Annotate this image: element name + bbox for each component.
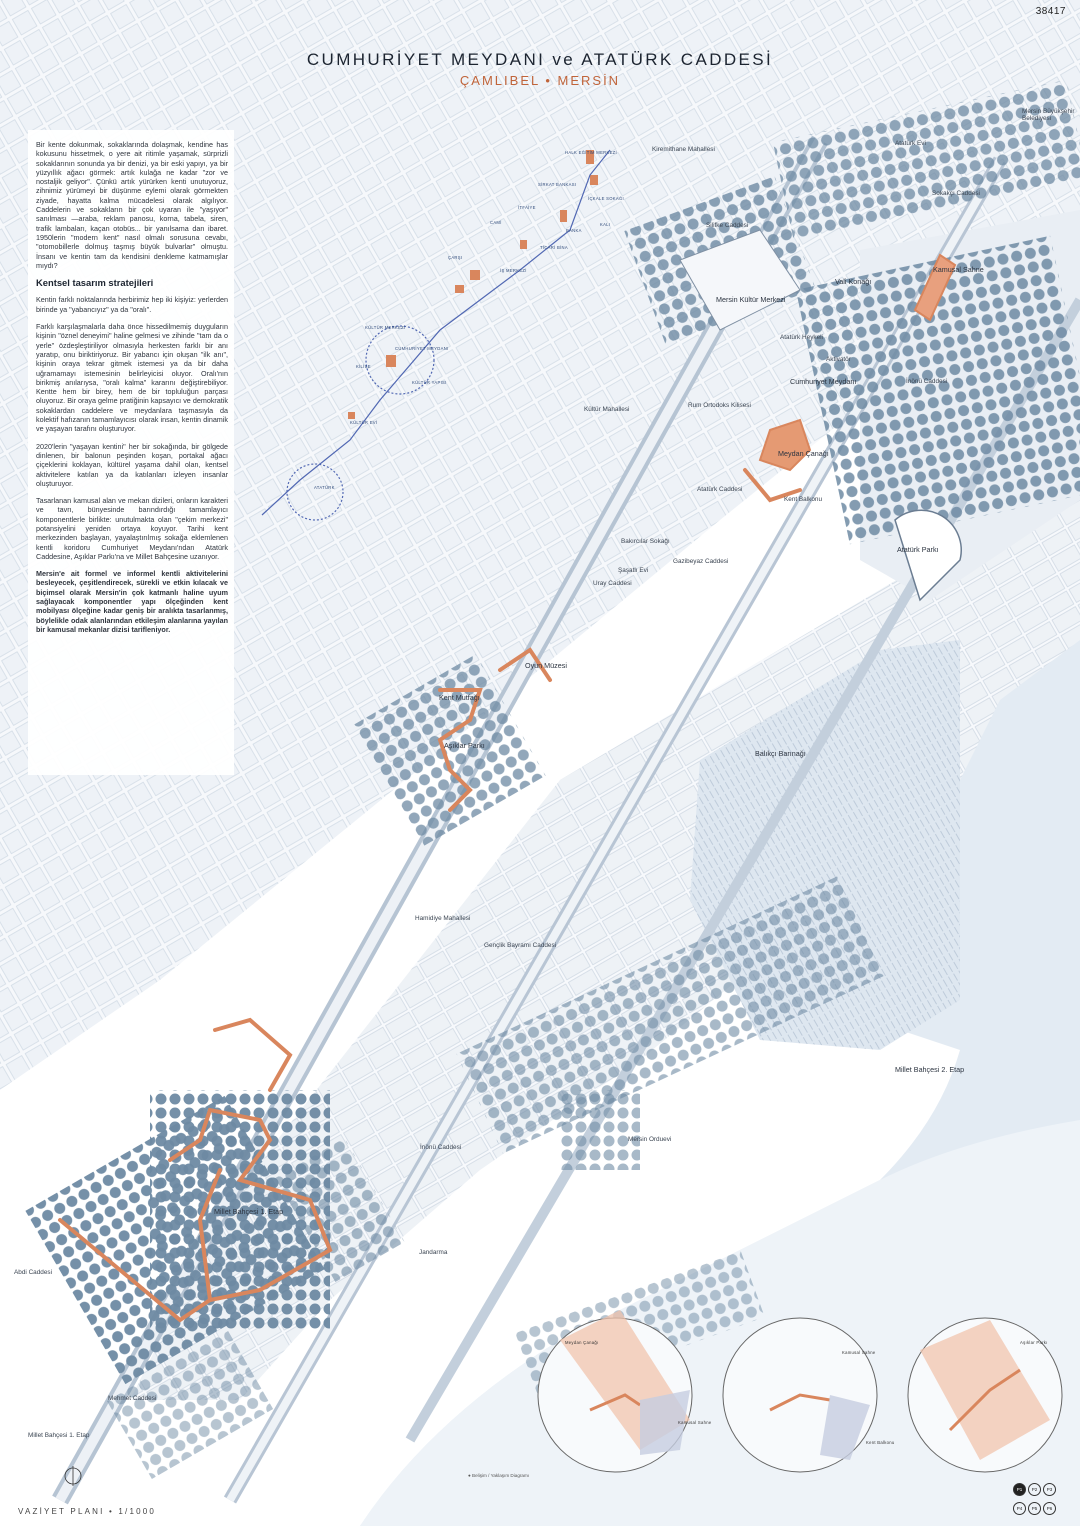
inset-label: KALI <box>600 222 611 227</box>
map-label: Gazibeyaz Caddesi <box>673 558 729 565</box>
sheet-key-item: P4 <box>1013 1502 1026 1515</box>
sheet-key-item: P3 <box>1043 1483 1056 1496</box>
map-label: Bakırcılar Sokağı <box>621 538 670 545</box>
inset-label: CUMHURİYET MEYDANI <box>395 346 449 351</box>
page-subtitle: ÇAMLIBEL • MERSİN <box>459 73 621 88</box>
inset-label: KÜLTÜR YAPISI <box>412 380 447 385</box>
sheet-key-item: P5 <box>1028 1502 1041 1515</box>
inset-label: KİLİSE <box>356 364 371 369</box>
inset-label: KÜLTÜR EVİ <box>350 420 378 425</box>
inset-label: TİCARİ BİNA <box>540 245 568 250</box>
diagram-label: Meydan Çanağı <box>565 1340 599 1345</box>
sheet-key-item: P2 <box>1028 1483 1041 1496</box>
map-label: Şaşatlı Evi <box>618 567 649 574</box>
map-label: Hamidiye Mahallesi <box>415 915 471 922</box>
map-label: Kamusal Sahne <box>933 265 984 274</box>
map-label: Uray Caddesi <box>593 580 632 587</box>
inset-label: İÇKALE SOKAĞI <box>588 196 625 201</box>
inset-label: ATATÜRK <box>314 485 335 490</box>
strategy-paragraph-2: Farklı karşılaşmalarla daha önce hissedilmemiş duyguların kişinin "öznel deneyimi" haline gelmesi ve zihinde "tam da o yerle" özdeşleştiriliyor olmasıyla herkesten farklı bir anı yaratıp, onu biriktiriyoruz. Bir yabancı için oluşan "ilk anı", kişinin oraya tekrar gitmek istemesi ya da bir daha uğramamayı istemesinin belirleyicisi oluyor. Oralı'nın birikmiş anılarıysa, "oralı kalma" kararını değiştirebiliyor. Kentte hem bir birey, hem de bir topluluğun parçası oluyoruz. Bir oraya gelme pratiğinin kapsayıcı ve demokratik sokaklardan caddelere ve meydanlara taşmasıyla da kolektif hafızanın tamamlayıcısı olarak insan, kentin dinamik ve yaşayan tarafını oluşturuyor. <box>36 322 228 434</box>
strategy-paragraph-4: Tasarlanan kamusal alan ve mekan dizileri, onların karakteri ve tavrı, bünyesinde barındırdığı tamamlayıcı komponentlerle birlikte: unutulmakta olan "çekim merkezi" potansiyelini yeniden ortaya koyuyor. Tarihi kent merkezinden başlayan, yayalaştırılmış sokağa eklemlenen kentli koridoru Cumhuriyet Meydanı'ndan Atatürk Caddesine, Aşıklar Parkı'na ve Millet Bahçesine uzanıyor. <box>36 496 228 561</box>
strategy-paragraph-1: Kentin farklı noktalarında herbirimiz hep iki kişiyiz: yerlerden birinde ya "yabancıyız" ya da "oralı". <box>36 295 228 314</box>
map-label: Kent Balkonu <box>784 496 823 503</box>
inset-label: ÇARŞI <box>448 255 463 260</box>
map-label: Mersin Kültür Merkezi <box>716 295 786 304</box>
map-label: Abdi Caddesi <box>14 1269 53 1276</box>
map-label: İnönü Caddesi <box>906 378 948 385</box>
map-label: Kültür Mahallesi <box>584 406 630 413</box>
inset-label: CAMİ <box>490 220 502 225</box>
map-label: Atatürk Heykeli <box>780 334 823 341</box>
map-label: Aşıklar Parkı <box>444 741 485 750</box>
inset-label: İŞ MERKEZİ <box>500 268 527 273</box>
sheet-key <box>1012 1478 1070 1516</box>
map-label: Balıkçı Barınağı <box>755 749 806 758</box>
map-label: Jandarma <box>419 1249 448 1256</box>
map-label: Meydan Çanağı <box>778 449 829 458</box>
diagram-label: Kamusal Sahne <box>678 1420 712 1425</box>
map-label: Millet Bahçesi 1. Etap <box>214 1207 284 1216</box>
sheet-number: 38417 <box>1035 6 1066 17</box>
map-label: İnönü Caddesi <box>420 1144 462 1151</box>
sheet-key-item: P6 <box>1043 1502 1056 1515</box>
map-label: Silifke Caddesi <box>706 222 749 229</box>
map-label: Atatürk Parkı <box>897 545 939 554</box>
strategy-heading: Kentsel tasarım stratejileri <box>36 277 154 289</box>
map-label: Mersin Büyükşehir Belediyesi <box>1022 108 1075 123</box>
description-column <box>36 140 228 642</box>
map-label: Sokakçı Caddesi <box>932 190 980 197</box>
strategy-paragraph-3: 2020'lerin "yaşayan kentini" her bir sokağında, bir gölgede dinlenen, bir balonun peşinden koşan, portakal ağacı çiçeklerini koklayan, kültürel yaşama dahil olan, kentsel aktivitelere katılan ya da katılanları izleyen insanlar oluşturuyor. <box>36 441 228 488</box>
map-label: Rum Ortodoks Kilisesi <box>688 402 751 409</box>
map-label: Atatürk Evi <box>895 140 926 147</box>
map-label: Aktivatör <box>826 356 851 363</box>
inset-label: İTFAİYE <box>518 205 536 210</box>
map-label: Kent Mutfağı <box>439 693 480 702</box>
page-title: CUMHURİYET MEYDANI ve ATATÜRK CADDESİ <box>306 50 774 69</box>
map-label: Kiremithane Mahallesi <box>652 146 715 153</box>
intro-paragraph: Bir kente dokunmak, sokaklarında dolaşmak, kendine has kokusunu hissetmek, o yere ait ritimle yaşamak, sürprizli sokaklarının sonunda ya bir denizi, ya bir eski yapıyı, ya bir yüzyıllık ağacı görmek: artık kulağa ne kadar "zor ve nostaljik geliyor". Çünkü artık yürürken kenti unutuyoruz, zihnimiz yürümeyi bir düşünme eylemi olarak görmekten ziyade, hayatta kalma mücadelesi olarak algılıyor. Caddelerin ve sokakların bir çok uyaran ile "yaşıyor" sanılması —araba, reklam panosu, korna, tabela, siren, trafik lambaları, kaçan otobüs... bir yanılsama dan ibaret. 1950lerin "modern kent" nasıl olmalı sorusuna cevabı, "otomobillerle dolmuş taşmış büyük bulvarlar" olmuştu. İnsanı ve kentin tam da kendisini denkleme katmamışlar mıydı? <box>36 140 228 270</box>
map-label: Oyun Müzesi <box>525 661 567 670</box>
map-label: Cumhuriyet Meydanı <box>790 377 857 386</box>
map-label: Millet Bahçesi 1. Etap <box>28 1432 90 1439</box>
drawing-scale-footer: VAZİYET PLANI • 1/1000 <box>18 1507 157 1516</box>
map-label: Millet Bahçesi 2. Etap <box>895 1065 965 1074</box>
map-label: Atatürk Caddesi <box>697 486 743 493</box>
diagram-label: Kamusal Sahne <box>842 1350 876 1355</box>
map-label: Gençlik Bayramı Caddesi <box>484 942 557 949</box>
sheet-key-item: P1 <box>1013 1483 1026 1496</box>
diagram-label: Aşıklar Parkı <box>1020 1340 1048 1345</box>
diagram-label: Kent Balkonu <box>866 1440 895 1445</box>
strategy-paragraph-5: Mersin'e ait formel ve informel kentli aktivitelerini besleyecek, çeşitlendirecek, sürekli ve etkin kılacak ve biçimsel olarak Mersin'in çok katmanlı haline uyum sağlayacak komponentler yapı ölçeğinden kent mobilyası ölçeğine kadar geniş bir aralıkta tasarlanmış, böylelikle odak alanlarından etkileşim alanlarına yayılan bir kamusal mekanlar dizisi tarifleniyor. <box>36 569 228 634</box>
inset-label: SİRKAT BANKASI <box>538 182 577 187</box>
map-label: Vali Konağı <box>835 277 872 286</box>
map-label: Mehmet Caddesi <box>108 1395 157 1402</box>
diagram-caption: ● Belişim / Yaklaşım Diagramı <box>468 1473 530 1478</box>
inset-label: KÜLTÜR MERKEZİ <box>365 325 406 330</box>
map-label: Mersin Orduevi <box>628 1136 672 1143</box>
inset-label: BANKA <box>566 228 582 233</box>
inset-label: HALK EĞİTİM MERKEZİ <box>565 150 618 155</box>
